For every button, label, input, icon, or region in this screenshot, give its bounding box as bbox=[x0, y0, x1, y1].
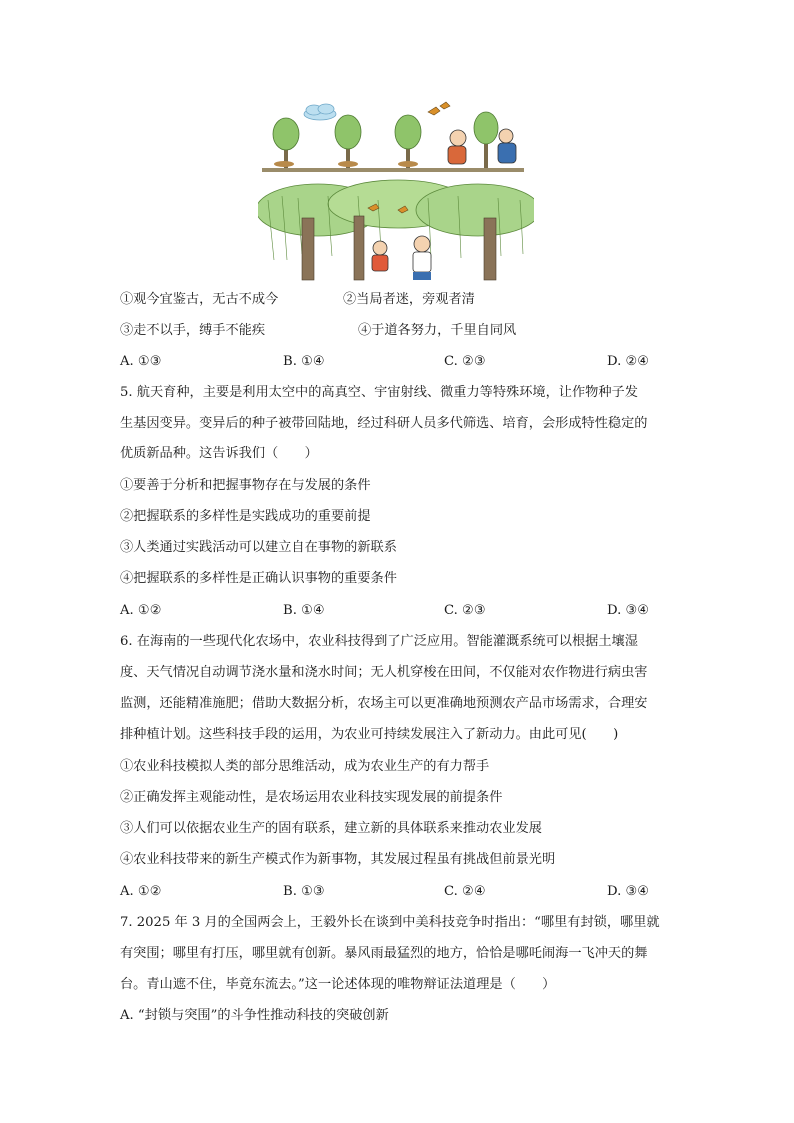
q5-stem-line-3: 优质新品种。这告诉我们（ ） bbox=[120, 446, 318, 461]
q5-item-1: ①要善于分析和把握事物存在与发展的条件 bbox=[120, 478, 371, 493]
q6-answer-c: C. ②④ bbox=[444, 884, 486, 899]
q7-stem-line-1: 7. 2025 年 3 月的全国两会上，王毅外长在谈到中美科技竞争时指出：“哪里有封锁，哪里就 bbox=[120, 915, 660, 930]
q6-answer-a: A. ①② bbox=[120, 884, 162, 899]
q6-item-2: ②正确发挥主观能动性，是农场运用农业科技实现发展的前提条件 bbox=[120, 790, 503, 805]
q5-stem-line-2: 生基因变异。变异后的种子被带回陆地，经过科研人员多代筛选、培育，会形成特性稳定的 bbox=[120, 416, 648, 431]
tree-planting-cartoon bbox=[258, 100, 534, 282]
q4-choice-4: ④于道各努力，千里自同风 bbox=[358, 323, 517, 338]
q7-stem-line-3: 台。青山遮不住，毕竟东流去。”这一论述体现的唯物辩证法道理是（ ） bbox=[120, 977, 556, 992]
q6-stem-line-2: 度、天气情况自动调节浇水量和浇水时间；无人机穿梭在田间，不仅能对农作物进行病虫害 bbox=[120, 665, 648, 680]
bottom-panel bbox=[258, 180, 534, 282]
q7-option-a: A. “封锁与突围”的斗争性推动科技的突破创新 bbox=[120, 1008, 389, 1023]
q6-item-3: ③人们可以依据农业生产的固有联系，建立新的具体联系来推动农业发展 bbox=[120, 821, 542, 836]
q5-answer-a: A. ①② bbox=[120, 603, 162, 618]
q5-stem-line-1: 5. 航天育种，主要是利用太空中的高真空、宇宙射线、微重力等特殊环境，让作物种子发 bbox=[120, 385, 638, 400]
q6-stem-line-1: 6. 在海南的一些现代化农场中，农业科技得到了广泛应用。智能灌溉系统可以根据土壤湿 bbox=[120, 634, 638, 649]
q5-answer-c: C. ②③ bbox=[444, 603, 486, 618]
q4-answer-a: A. ①③ bbox=[120, 354, 162, 369]
cloud-icon bbox=[304, 104, 336, 120]
q4-choice-1: ①观今宜鉴古，无古不成今 bbox=[120, 292, 279, 307]
q6-item-4: ④农业科技带来的新生产模式作为新事物，其发展过程虽有挑战但前景光明 bbox=[120, 852, 556, 867]
q6-item-1: ①农业科技模拟人类的部分思维活动，成为农业生产的有力帮手 bbox=[120, 759, 490, 774]
q6-stem-line-4: 排种植计划。这些科技手段的运用，为农业可持续发展注入了新动力。由此可见( ) bbox=[120, 727, 619, 742]
q4-choice-2: ②当局者迷，旁观者清 bbox=[343, 292, 475, 307]
q5-item-3: ③人类通过实践活动可以建立自在事物的新联系 bbox=[120, 540, 397, 555]
top-panel bbox=[262, 102, 524, 172]
q5-answer-d: D. ③④ bbox=[607, 603, 650, 618]
q4-answer-c: C. ②③ bbox=[444, 354, 486, 369]
q4-answer-b: B. ①④ bbox=[283, 354, 325, 369]
q4-answer-d: D. ②④ bbox=[607, 354, 650, 369]
q5-answer-b: B. ①④ bbox=[283, 603, 325, 618]
q6-stem-line-3: 监测，还能精准施肥；借助大数据分析，农场主可以更准确地预测农产品市场需求，合理安 bbox=[120, 696, 648, 711]
q6-answer-d: D. ③④ bbox=[607, 884, 650, 899]
q7-stem-line-2: 有突围；哪里有打压，哪里就有创新。暴风雨最猛烈的地方，恰恰是哪吒闹海一飞冲天的舞 bbox=[120, 946, 648, 961]
q5-item-2: ②把握联系的多样性是实践成功的重要前提 bbox=[120, 509, 371, 524]
q4-choice-3: ③走不以手，缚手不能疾 bbox=[120, 323, 266, 338]
q6-answer-b: B. ①③ bbox=[283, 884, 325, 899]
q5-item-4: ④把握联系的多样性是正确认识事物的重要条件 bbox=[120, 571, 397, 586]
bird-icon bbox=[428, 102, 450, 115]
